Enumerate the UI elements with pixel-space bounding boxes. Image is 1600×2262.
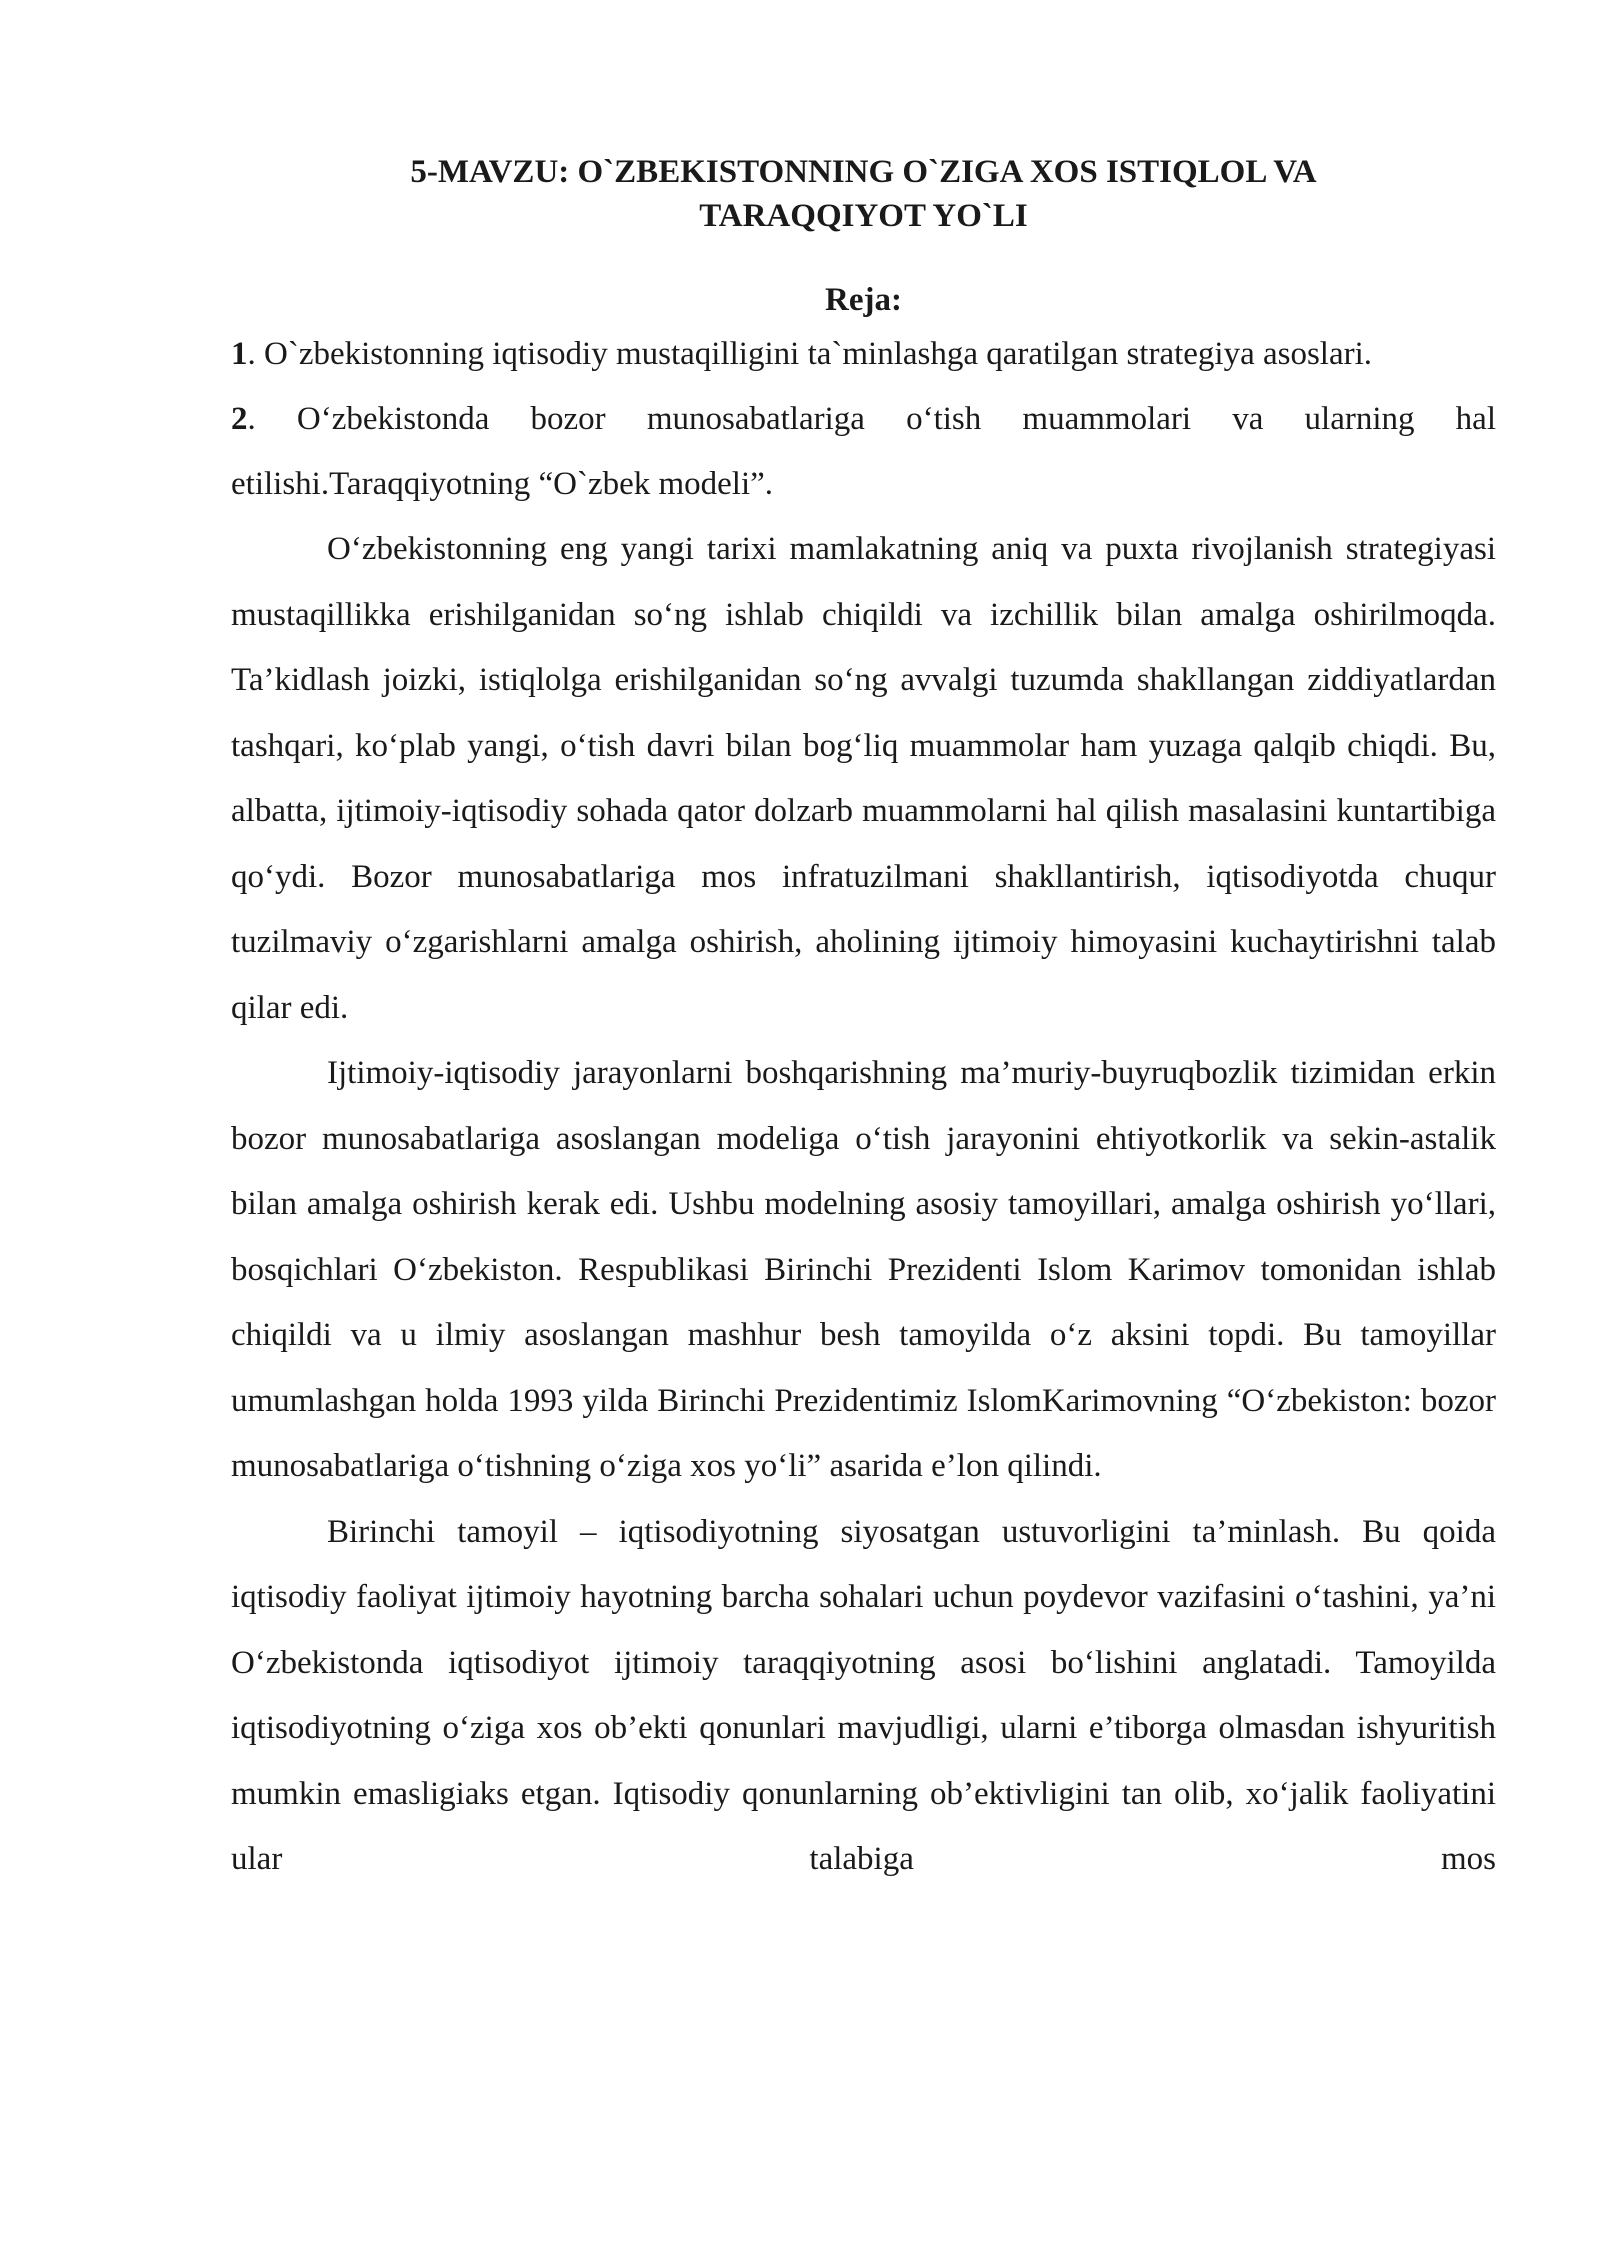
plan-item-number: 2: [231, 401, 248, 437]
document-title: [231, 150, 1496, 238]
plan-heading: Reja:: [825, 282, 902, 318]
document-title-line-2: TARAQQIYOT YO`LI: [699, 198, 1028, 234]
plan-item-text: . O‘zbekistonda bozor munosabatlariga o‘tish muammolari va ularning hal etilishi.Taraqqiyotning “O`zbek modeli”.: [231, 401, 1496, 502]
paragraph-3: Birinchi tamoyil – iqtisodiyotning siyosatgan ustuvorligini ta’minlash. Bu qoida iqtisodiy faoliyat ijtimoiy hayotning barcha sohalari uchun poydevor vazifasini o‘tashini, ya’ni O‘zbekistonda iqtisodiyot ijtimoiy taraqqiyotning asosi bo‘lishini anglatadi. Tamoyilda iqtisodiyotning o‘ziga xos ob’ekti qonunlari mavjudligi, ularni e’tiborga olmasdan ishyuritish mumkin emasligiaks etgan. Iqtisodiy qonunlarning ob’ektivligini tan olib, xo‘jalik faoliyatini ular talabiga mos: [231, 1513, 1496, 1877]
plan-item-2: [231, 387, 1496, 517]
document-title-line-1: 5-MAVZU: O`ZBEKISTONNING O`ZIGA XOS ISTIQLOL VA: [410, 154, 1317, 190]
document-body: [231, 150, 1496, 1893]
plan-item-text: . O`zbekistonning iqtisodiy mustaqilligini ta`minlashga qaratilgan strategiya asoslari.: [247, 336, 1373, 372]
paragraph-1: O‘zbekistonning eng yangi tarixi mamlakatning aniq va puxta rivojlanish strategiyasi mustaqillikka erishilganidan so‘ng ishlab chiqildi va izchillik bilan amalga oshirilmoqda. Ta’kidlash joizki, istiqlolga erishilganidan so‘ng avvalgi tuzumda shakllangan ziddiyatlardan tashqari, ko‘plab yangi, o‘tish davri bilan bog‘liq muammolar ham yuzaga qalqib chiqdi. Bu, albatta, ijtimoiy-iqtisodiy sohada qator dolzarb muammolarni hal qilish masalasini kuntartibiga qo‘ydi. Bozor munosabatlariga mos infratuzilmani shakllantirish, iqtisodiyotda chuqur tuzilmaviy o‘zgarishlarni amalga oshirish, aholining ijtimoiy himoyasini kuchaytirishni talab qilar edi.: [231, 531, 1496, 1026]
paragraph-2: Ijtimoiy-iqtisodiy jarayonlarni boshqarishning ma’muriy-buyruqbozlik tizimidan erkin bozor munosabatlariga asoslangan modeliga o‘tish jarayonini ehtiyotkorlik va sekin-astalik bilan amalga oshirish kerak edi. Ushbu modelning asosiy tamoyillari, amalga oshirish yo‘llari, bosqichlari O‘zbekiston. Respublikasi Birinchi Prezidenti Islom Karimov tomonidan ishlab chiqildi va u ilmiy asoslangan mashhur besh tamoyilda o‘z aksini topdi. Bu tamoyillar umumlashgan holda 1993 yilda Birinchi Prezidentimiz IslomKarimovning “O‘zbekiston: bozor munosabatlariga o‘tishning o‘ziga xos yo‘li” asarida e’lon qilindi.: [231, 1055, 1496, 1484]
plan-item-1: [231, 322, 1496, 387]
plan-item-number: 1: [231, 336, 248, 372]
